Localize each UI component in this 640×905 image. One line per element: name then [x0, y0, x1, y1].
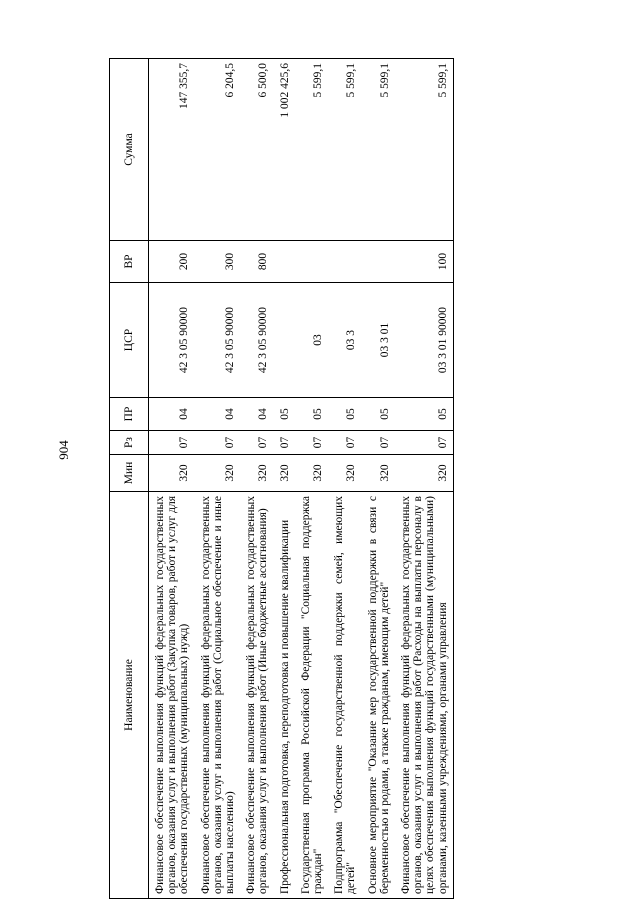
table-row	[395, 59, 453, 899]
row-name: Подпрограмма "Обеспечение государственной поддержки семей, имеющих детей"	[328, 492, 361, 899]
row-csr: 03	[295, 283, 328, 398]
row-vr	[274, 241, 295, 283]
row-pr: 04	[240, 398, 273, 431]
row-name: Основное мероприятие "Оказание мер государственной поддержки в связи с беременностью и родами, а также гражданам, имеющим детей"	[362, 492, 395, 899]
row-min: 320	[195, 455, 241, 492]
row-csr: 03 3 01 90000	[395, 283, 453, 398]
table-row	[274, 59, 295, 899]
row-rz: 07	[195, 431, 241, 455]
table-row	[362, 59, 395, 899]
header-sum: Сумма	[110, 59, 149, 241]
row-name: Государственная программа Российской Федерации "Социальная поддержка граждан"	[295, 492, 328, 899]
row-vr: 800	[240, 241, 273, 283]
row-rz: 07	[240, 431, 273, 455]
page-number: 904	[56, 440, 71, 460]
row-rz: 07	[295, 431, 328, 455]
row-min: 320	[149, 455, 195, 492]
row-csr: 42 3 05 90000	[195, 283, 241, 398]
row-name: Финансовое обеспечение выполнения функций федеральных государственных органов, оказания услуг и выполнения работ (Иные бюджетные ассигнования)	[240, 492, 273, 899]
row-vr	[295, 241, 328, 283]
row-rz: 07	[149, 431, 195, 455]
table-row	[240, 59, 273, 899]
table-row	[328, 59, 361, 899]
table-row	[295, 59, 328, 899]
row-sum: 1 002 425,6	[274, 59, 295, 241]
row-rz: 07	[362, 431, 395, 455]
row-sum: 6 204,5	[195, 59, 241, 241]
row-rz: 07	[274, 431, 295, 455]
row-name: Финансовое обеспечение выполнения функций федеральных государственных органов, оказания услуг и выполнения работ (Расходы на выплаты персоналу в целях обеспечения выполнения функций государственными (муниципальными) органами, казенными учреждениями, органами управления	[395, 492, 453, 899]
header-csr: ЦСР	[110, 283, 149, 398]
row-pr: 05	[395, 398, 453, 431]
header-rz: Рз	[110, 431, 149, 455]
row-rz: 07	[395, 431, 453, 455]
row-rz: 07	[328, 431, 361, 455]
row-pr: 04	[195, 398, 241, 431]
row-csr	[274, 283, 295, 398]
row-name: Профессиональная подготовка, переподготовка и повышение квалификации	[274, 492, 295, 899]
row-name: Финансовое обеспечение выполнения функций федеральных государственных органов, оказания услуг и выполнения работ (Социальное обеспечение и иные выплаты населению)	[195, 492, 241, 899]
row-sum: 147 355,7	[149, 59, 195, 241]
row-sum: 5 599,1	[328, 59, 361, 241]
row-pr: 05	[328, 398, 361, 431]
row-csr: 03 3	[328, 283, 361, 398]
row-csr: 42 3 05 90000	[149, 283, 195, 398]
row-min: 320	[274, 455, 295, 492]
row-min: 320	[395, 455, 453, 492]
row-sum: 5 599,1	[295, 59, 328, 241]
row-min: 320	[295, 455, 328, 492]
row-vr	[328, 241, 361, 283]
row-sum: 5 599,1	[362, 59, 395, 241]
table-row	[149, 59, 195, 899]
row-pr: 05	[295, 398, 328, 431]
row-min: 320	[328, 455, 361, 492]
row-pr: 04	[149, 398, 195, 431]
row-name: Финансовое обеспечение выполнения функций федеральных государственных органов, оказания услуг и выполнения работ (Закупка товаров, работ и услуг для обеспечения государственных (муниципальных) нужд)	[149, 492, 195, 899]
row-csr: 42 3 05 90000	[240, 283, 273, 398]
row-vr: 300	[195, 241, 241, 283]
table-row	[195, 59, 241, 899]
header-name: Наименование	[110, 492, 149, 899]
row-vr	[362, 241, 395, 283]
row-csr: 03 3 01	[362, 283, 395, 398]
row-min: 320	[362, 455, 395, 492]
header-min: Мин	[110, 455, 149, 492]
row-vr: 200	[149, 241, 195, 283]
table-header-row	[110, 59, 149, 899]
row-sum: 5 599,1	[395, 59, 453, 241]
row-sum: 6 500,0	[240, 59, 273, 241]
rotated-page	[109, 59, 622, 899]
row-pr: 05	[362, 398, 395, 431]
header-pr: ПР	[110, 398, 149, 431]
row-pr: 05	[274, 398, 295, 431]
row-min: 320	[240, 455, 273, 492]
header-vr: ВР	[110, 241, 149, 283]
budget-table	[109, 58, 454, 899]
row-vr: 100	[395, 241, 453, 283]
